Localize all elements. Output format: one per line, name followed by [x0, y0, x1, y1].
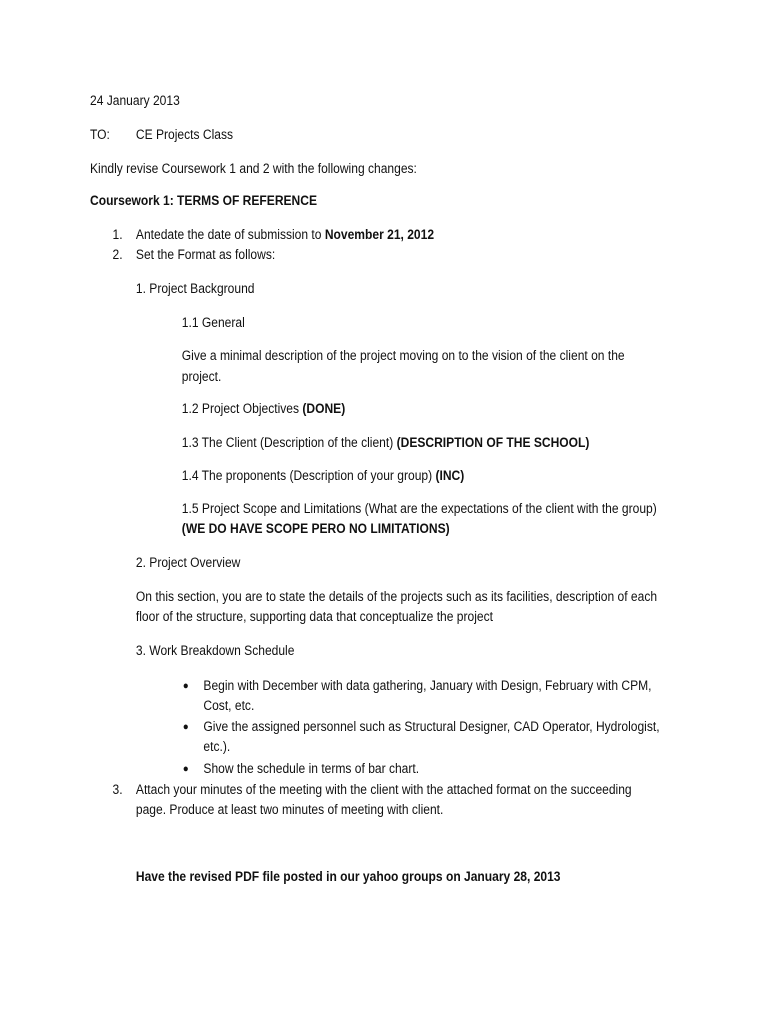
section-1-1-line-1: Give a minimal description of the project moving on to the vision of the client on the: [181, 348, 625, 363]
section-1-2-status: (DONE): [302, 401, 346, 416]
item-3-number: 3.: [112, 782, 123, 797]
item-2-text: Set the Format as follows:: [135, 247, 276, 262]
section-1-title: 1. Project Background: [135, 281, 255, 296]
section-2-line-2: floor of the structure, supporting data that conceptualize the project: [135, 609, 493, 624]
to-label: TO:: [90, 127, 110, 142]
item-1-plain: Antedate the date of submission to: [135, 227, 325, 242]
to-recipient: CE Projects Class: [135, 127, 234, 142]
bullet-1-line-2: Cost, etc.: [203, 698, 255, 713]
section-1-1-title: 1.1 General: [181, 315, 245, 330]
intro-text: Kindly revise Coursework 1 and 2 with the following changes:: [90, 161, 417, 176]
section-1-3: [182, 434, 590, 452]
section-1-2: [182, 400, 345, 418]
section-2-title: 2. Project Overview: [135, 555, 241, 570]
item-3-line-2: page. Produce at least two minutes of meeting with client.: [135, 802, 444, 817]
closing-instruction: Have the revised PDF file posted in our yahoo groups on January 28, 2013: [135, 869, 561, 884]
item-1-number: 1.: [112, 227, 123, 242]
section-1-4-status: (INC): [435, 468, 465, 483]
section-3-title: 3. Work Breakdown Schedule: [135, 643, 295, 658]
letter-date: 24 January 2013: [90, 93, 180, 108]
section-1-2-text: 1.2 Project Objectives: [181, 401, 303, 416]
item-1-date: November 21, 2012: [324, 227, 435, 242]
bullet-1-icon: ●: [182, 680, 189, 692]
item-2-number: 2.: [112, 247, 123, 262]
section-1-4-text: 1.4 The proponents (Description of your group): [181, 468, 436, 483]
section-1-1-line-2: project.: [181, 369, 222, 384]
bullet-2-line-2: etc.).: [203, 739, 231, 754]
section-1-3-note: (DESCRIPTION OF THE SCHOOL): [396, 435, 590, 450]
bullet-2-icon: ●: [182, 721, 189, 733]
bullet-3-line-1: Show the schedule in terms of bar chart.: [203, 761, 420, 776]
section-2-line-1: On this section, you are to state the details of the projects such as its facilities, description of each: [135, 589, 658, 604]
item-1-text: [136, 226, 434, 244]
section-1-3-text: 1.3 The Client (Description of the client): [181, 435, 397, 450]
bullet-1-line-1: Begin with December with data gathering, January with Design, February with CPM,: [203, 678, 652, 693]
bullet-3-icon: ●: [182, 763, 189, 775]
section-1-4: [182, 467, 464, 485]
coursework-heading: Coursework 1: TERMS OF REFERENCE: [90, 193, 318, 208]
bullet-2-line-1: Give the assigned personnel such as Structural Designer, CAD Operator, Hydrologist,: [203, 719, 660, 734]
section-1-5-text: 1.5 Project Scope and Limitations (What are the expectations of the client with the group): [181, 501, 657, 516]
item-3-line-1: Attach your minutes of the meeting with the client with the attached format on the succeeding: [135, 782, 632, 797]
section-1-5-note: (WE DO HAVE SCOPE PERO NO LIMITATIONS): [181, 521, 450, 536]
